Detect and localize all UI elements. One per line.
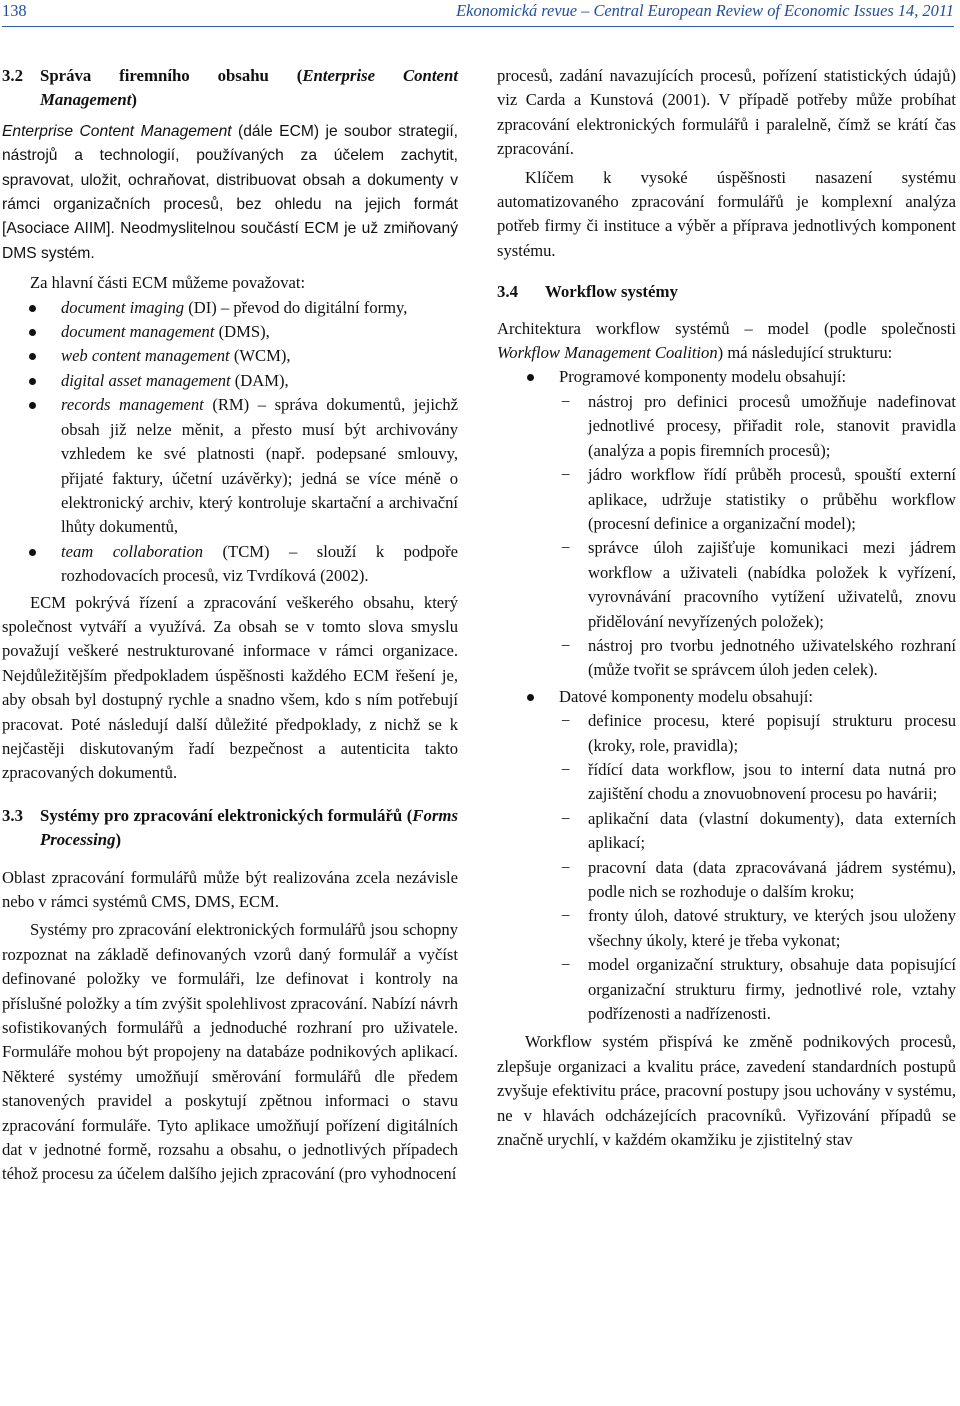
dash-icon: − bbox=[561, 857, 571, 877]
section-heading-3-3 bbox=[2, 804, 458, 853]
list-item-text: Datové komponenty modelu obsahují: bbox=[559, 686, 813, 706]
section-title-italic: Forms Processing bbox=[40, 805, 458, 850]
dash-icon: − bbox=[561, 711, 571, 731]
list-item-term: team collaboration bbox=[61, 541, 204, 561]
term-italic: Enterprise Content Management bbox=[2, 122, 232, 140]
sublist-item bbox=[497, 856, 956, 905]
paragraph-forms-success: Klíčem k vysoké úspěšnosti nasazení systému automatizovaného zpracování formulářů je komplexní analýza potřeb firmy či instituce a výběr a příprava jednotlivých komponent systému. bbox=[497, 167, 956, 260]
data-components-sublist bbox=[497, 709, 956, 1026]
ecm-parts-list bbox=[2, 296, 458, 589]
paragraph-ecm-scope: ECM pokrývá řízení a zpracování veškerého obsahu, který společnost vytváří a využívá. Za obsah se v tomto slova smyslu považují veškeré nestrukturované informace v rámci organizace. Nejdůležitějším předpokladem úspěšnosti každého ECM řešení je, aby obsah byl dostupný rychle a snadno všem, kdo s ním potřebují pracovat. Poté následují další důležité předpoklady, z nichž se k nejčastěji diskutovaným řadí bezpečnost a autenticita takto zpracovaných dokumentů. bbox=[2, 592, 458, 783]
dash-icon: − bbox=[561, 759, 571, 779]
bullet-icon bbox=[29, 378, 36, 385]
sublist-item bbox=[497, 953, 956, 1026]
list-item-text: (DAM), bbox=[230, 370, 289, 390]
paragraph-ecm-definition bbox=[2, 120, 458, 266]
paragraph-text: (dále ECM) je soubor strategií, nástrojů a technologií, používaných za účelem zachytit, spravovat, uložit, ochraňovat, distribuovat obsah a dokumenty v rámci organizačních procesů, bez ohledu na jejich formát [Asociace AIIM]. Neodmyslitelnou součástí ECM je už zmiňovaný DMS systém. bbox=[2, 122, 458, 262]
paragraph-workflow-benefits: Workflow systém přispívá ke změně podnikových procesů, zlepšuje organizaci a kvalitu práce, zavedení standardních postupů zvyšuje efektivitu práce, pracovní postupy jsou uchovány v systému, ne v hlavách odcházejících pracovníků. Vyřizování případů se značně urychlí, v každém okamžiku je zjistitelný stav bbox=[497, 1032, 956, 1150]
sublist-item bbox=[497, 709, 956, 758]
section-number: 3.2 bbox=[2, 66, 23, 85]
bullet-icon bbox=[527, 694, 534, 701]
list-item-text: Programové komponenty modelu obsahují: bbox=[559, 367, 847, 387]
bullet-icon bbox=[29, 329, 36, 336]
sublist-item bbox=[497, 463, 956, 536]
list-item-text: (TCM) – slouží k podpoře rozhodovacích procesů, viz Tvrdíková (2002). bbox=[61, 541, 458, 586]
section-number: 3.4 bbox=[497, 282, 518, 302]
section-heading-3-4 bbox=[497, 280, 956, 304]
paragraph-text: Architektura workflow systémů – model (podle společnosti bbox=[497, 318, 956, 338]
list-item-program-components bbox=[497, 365, 956, 389]
paragraph-ecm-parts-intro: Za hlavní části ECM můžeme považovat: bbox=[30, 273, 306, 293]
section-title bbox=[40, 804, 458, 853]
sublist-item-text: správce úloh zajišťuje komunikaci mezi jádrem workflow a uživateli (nabídka položek k vyřízení, vyrovnávání pracovního vytížení uživatelů, znovu přidělování nevyřízených položek); bbox=[588, 538, 956, 631]
list-item-term: records management bbox=[61, 395, 204, 415]
sublist-item-text: definice procesu, které popisují strukturu procesu (kroky, role, pravidla); bbox=[588, 711, 956, 755]
list-item-term: web content management bbox=[61, 346, 230, 366]
section-heading-3-2 bbox=[2, 64, 458, 113]
section-title-text: Systémy pro zpracování elektronických formulářů ( bbox=[40, 805, 413, 825]
dash-icon: − bbox=[561, 906, 571, 926]
running-header bbox=[2, 0, 954, 28]
section-title bbox=[40, 64, 458, 113]
sublist-item bbox=[497, 536, 956, 634]
sublist-item-text: aplikační data (vlastní dokumenty), data externích aplikací; bbox=[588, 808, 956, 853]
paragraph-text-end: ) má následující strukturu: bbox=[717, 343, 893, 363]
paragraph-forms-continued: procesů, zadání navazujících procesů, pořízení statistických údajů) viz Carda a Kunstová (2001). V případě potřeby může probíhat zpracování elektronických formulářů i paralelně, čímž se krátí čas zpracování. bbox=[497, 66, 956, 159]
list-item-term: digital asset management bbox=[61, 370, 231, 390]
bullet-icon bbox=[29, 305, 36, 312]
list-item-text: (DMS), bbox=[214, 322, 270, 342]
sublist-item bbox=[497, 634, 956, 683]
paragraph-forms-systems: Systémy pro zpracování elektronických formulářů jsou schopny rozpoznat na základě definovaných vzorů daný formulář a vyčíst definované položky ve formuláři, lze definovat i kontroly na příslušné položky a tím zvýšit spolehlivost zpracování. Nabízí návrh sofistikovaných formulářů a jednoduché rozhraní pro uživatele. Formuláře mohou být propojeny na databáze podnikových aplikací. Některé systémy umožňují směrování formulářů dle předem stanovených pravidel a poskytují zpětnou informaci o stavu zpracování formuláře. Tyto aplikace umožňují pořízení digitálních dat v jednotné formě, rozsahu a obsahu, o jednotlivých případech téhož procesu za účelem dalšího jejich zpracování (pro vyhodnocení bbox=[2, 920, 458, 1184]
list-item-text: (DI) – převod do digitální formy, bbox=[184, 297, 408, 317]
paragraph-forms-scope: Oblast zpracování formulářů může být realizována zcela nezávisle nebo v rámci systémů CMS, DMS, ECM. bbox=[2, 867, 458, 911]
header-rule bbox=[2, 26, 954, 27]
list-item bbox=[2, 320, 458, 344]
section-number: 3.3 bbox=[2, 805, 23, 825]
list-item-text: (WCM), bbox=[229, 346, 291, 366]
sublist-item-text: jádro workflow řídí průběh procesů, spouští externí aplikace, udržuje statistiky o průběhu workflow (procesní definice a organizační model); bbox=[588, 465, 956, 533]
sublist-item-text: nástroj pro definici procesů umožňuje nadefinovat jednotlivé procesy, přiřadit role, stanovit pravidla (analýza a popis firemních procesů); bbox=[588, 391, 956, 460]
section-title-text: Správa firemního obsahu ( bbox=[40, 66, 303, 85]
list-item bbox=[2, 296, 458, 320]
dash-icon: − bbox=[561, 538, 571, 558]
workflow-data-components-list bbox=[497, 685, 956, 709]
organization-name-italic: Workflow Management Coalition bbox=[497, 343, 718, 363]
left-column bbox=[2, 64, 458, 1187]
section-title-italic: Enterprise Content Management bbox=[40, 66, 458, 110]
sublist-item-text: řídící data workflow, jsou to interní data nutná pro zajištění chodu a znovuobnovení procesu po havárii; bbox=[588, 759, 956, 804]
dash-icon: − bbox=[561, 635, 571, 655]
sublist-item-text: nástroj pro tvorbu jednotného uživatelského rozhraní (může tvořit se správcem úloh jeden celek). bbox=[588, 635, 956, 680]
program-components-sublist bbox=[497, 390, 956, 683]
list-item bbox=[2, 393, 458, 539]
journal-title: Ekonomická revue – Central European Review of Economic Issues 14, 2011 bbox=[456, 1, 954, 20]
list-item-data-components bbox=[497, 685, 956, 709]
dash-icon: − bbox=[561, 465, 571, 485]
section-title-text-end: ) bbox=[131, 90, 137, 110]
bullet-icon bbox=[29, 549, 36, 556]
bullet-icon bbox=[29, 402, 36, 409]
right-column bbox=[497, 64, 956, 1152]
list-item-text: (RM) – správa dokumentů, jejichž obsah již nelze měnit, a přesto musí být archivovány vzhledem ke své platnosti (např. podepsané smlouvy, přijaté faktury, účetní uzávěrky); jedná se více méně o elektronický archiv, který kontroluje skartační a archivační lhůty dokumentů, bbox=[61, 395, 458, 537]
section-title-text-end: ) bbox=[115, 830, 122, 850]
sublist-item bbox=[497, 758, 956, 807]
sublist-item bbox=[497, 904, 956, 953]
sublist-item-text: pracovní data (data zpracovávaná jádrem systému), podle nich se rozhoduje o dalším kroku; bbox=[588, 857, 956, 901]
bullet-icon bbox=[29, 353, 36, 360]
paragraph-workflow-architecture bbox=[497, 317, 956, 366]
list-item bbox=[2, 344, 458, 368]
bullet-icon bbox=[527, 374, 534, 381]
workflow-components-list bbox=[497, 365, 956, 389]
list-item bbox=[2, 369, 458, 393]
dash-icon: − bbox=[561, 955, 571, 975]
sublist-item-text: model organizační struktury, obsahuje data popisující organizační strukturu firmy, jednotlivé role, vztahy podřízenosti a nadřízenosti. bbox=[588, 955, 956, 1024]
dash-icon: − bbox=[561, 808, 571, 828]
sublist-item-text: fronty úloh, datové struktury, ve kterých jsou uloženy všechny úkoly, které je třeba vykonat; bbox=[588, 906, 956, 950]
list-item bbox=[2, 540, 458, 589]
sublist-item bbox=[497, 390, 956, 463]
dash-icon: − bbox=[561, 391, 571, 411]
list-item-term: document imaging bbox=[61, 297, 185, 317]
section-title: Workflow systémy bbox=[545, 282, 678, 302]
page-number: 138 bbox=[2, 1, 27, 20]
list-item-term: document management bbox=[61, 322, 215, 342]
sublist-item bbox=[497, 807, 956, 856]
